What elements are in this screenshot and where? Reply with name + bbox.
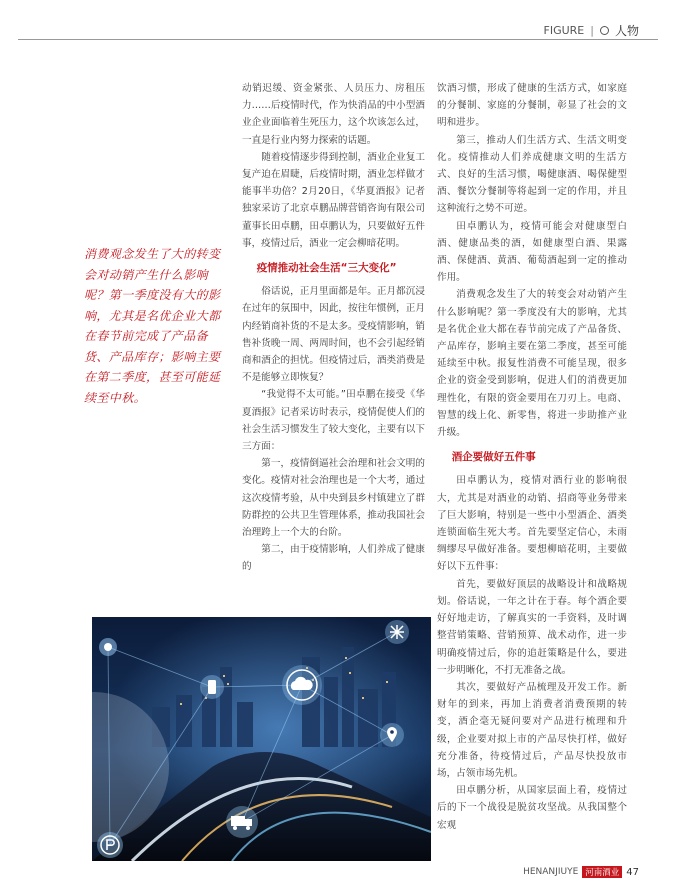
magazine-brand: 河南酒业: [582, 866, 622, 878]
mobile-device-icon: [200, 675, 224, 699]
parking-icon: [97, 832, 123, 858]
drone-icon: [385, 620, 409, 644]
figure-label: FIGURE: [543, 23, 585, 37]
paragraph: 田卓鹏分析，从国家层面上看，疫情过后的下一个战役是脱贫攻坚战。从我国整个宏观: [437, 785, 627, 831]
section-label: 人物: [614, 23, 639, 38]
paragraph: 饮酒习惯，形成了健康的生活方式，如家庭的分餐制、家庭的分餐制，彰显了社会的文明和进步。: [437, 83, 627, 129]
article-column-2: [437, 80, 627, 834]
section-heading: 疫情推动社会生活“三大变化”: [256, 262, 397, 275]
paragraph: 田卓鹏认为，疫情可能会对健康型白酒、健康品类的酒，如健康型白酒、果露酒、保健酒、黄酒、葡萄酒起到一定的推动作用。: [437, 220, 627, 284]
paragraph: 动销迟缓、资金紧张、人员压力、房租压力……后疫情时代，作为快消品的中小型酒业企业面临着生死压力，这个坎该怎么过，一直是行业内努力探索的话题。: [242, 83, 425, 146]
magazine-name: HENANJIUYE: [523, 867, 579, 877]
paragraph: 随着疫情逐步得到控制，酒业企业复工复产迫在眉睫，后疫情时期，酒业怎样做才能事半功倍？2月20日，《华夏酒报》记者独家采访了北京卓鹏品牌营销咨询有限公司董事长田卓鹏，田卓鹏认为，只要做好五件事，疫情过后，酒业一定会柳暗花明。: [242, 151, 425, 249]
paragraph: 首先，要做好顶层的战略设计和战略规划。俗话说，一年之计在于春。每个酒企要好好地走访，了解真实的一手资料，及时调整营销策略、营销预算、战术动作，进一步明确疫情过后，你的追赶策略是什么，要进一步明晰化，不打无准备之战。: [437, 578, 627, 676]
paragraph: 第三，推动人们生活方式、生活文明变化。疫情推动人们养成健康文明的生活方式、良好的生活习惯，喝健康酒、喝保健型酒、餐饮分餐制等将起到一定的作用，并且这种流行之势不可逆。: [437, 134, 627, 215]
delivery-truck-icon: [226, 806, 258, 838]
header-rule: [18, 39, 658, 40]
paragraph: 其次，要做好产品梳理及开发工作。新财年的到来，再加上消费者消费预期的转变，酒企毫无疑问要对产品进行梳理和升级，企业要对拟上市的产品尽快打样，做好充分准备，待疫情过后，产品尽快投放市场，占领市场先机。: [437, 681, 627, 779]
ring-icon: [600, 26, 609, 35]
paragraph: 第一，疫情倒逼社会治理和社会文明的变化。疫情对社会治理也是一个大考，通过这次疫情考验，从中央到县乡村镇建立了群防群控的公共卫生管理体系，推动我国社会治理跨上一个大的台阶。: [242, 458, 425, 539]
section-heading: 酒企要做好五件事: [451, 451, 536, 464]
paragraph: 俗话说，正月里面都是年。正月都沉浸在过年的氛围中，因此，按往年惯例，正月内经销商补货的不是太多。受疫情影响，销售补货晚一周、两周时间，也不会引起经销商和酒企的担忧。但疫情过后，酒类消费是不是能够立即恢复？: [242, 286, 425, 384]
pull-quote: 消费观念发生了大的转变会对动销产生什么影响呢？第一季度没有大的影响，尤其是名优企业大都在春节前完成了产品备货、产品库存；影响主要在第二季度，甚至可能延续至中秋。: [84, 247, 221, 405]
paragraph: 消费观念发生了大的转变会对动销产生什么影响呢？第一季度没有大的影响，尤其是名优企业大都在春节前完成了产品备货、产品库存，影响主要在第二季度，甚至可能延续至中秋。报复性消费不可能呈现，很多企业的资金受到影响，促进人们的消费更加理性化，有限的资金要用在刀刃上。电商、智慧的线上化、新零售，将进一步助推产业升级。: [437, 289, 627, 439]
paragraph: 第二，由于疫情影响，人们养成了健康的: [242, 544, 425, 573]
paragraph: 田卓鹏认为，疫情对酒行业的影响很大，尤其是对酒业的动销、招商等业务带来了巨大影响，特别是一些中小型酒企、酒类连锁面临生死大考。首先要坚定信心，未雨绸缪尽早做好准备。要想柳暗花明，主要做好以下五件事：: [437, 475, 627, 573]
cloud-icon: [282, 665, 322, 705]
article-column-1: [242, 80, 425, 576]
paragraph: “我觉得不太可能。”田卓鹏在接受《华夏酒报》记者采访时表示，疫情促使人们的社会生活习惯发生了较大变化，主要有以下三方面：: [242, 389, 425, 453]
smart-city-photo: [92, 617, 431, 861]
page-footer: [523, 866, 639, 878]
page-number: 47: [626, 866, 639, 878]
location-pin-icon: [380, 723, 404, 747]
page-header: [544, 20, 639, 40]
header-separator: |: [590, 23, 594, 37]
network-node-icon: [99, 638, 117, 656]
